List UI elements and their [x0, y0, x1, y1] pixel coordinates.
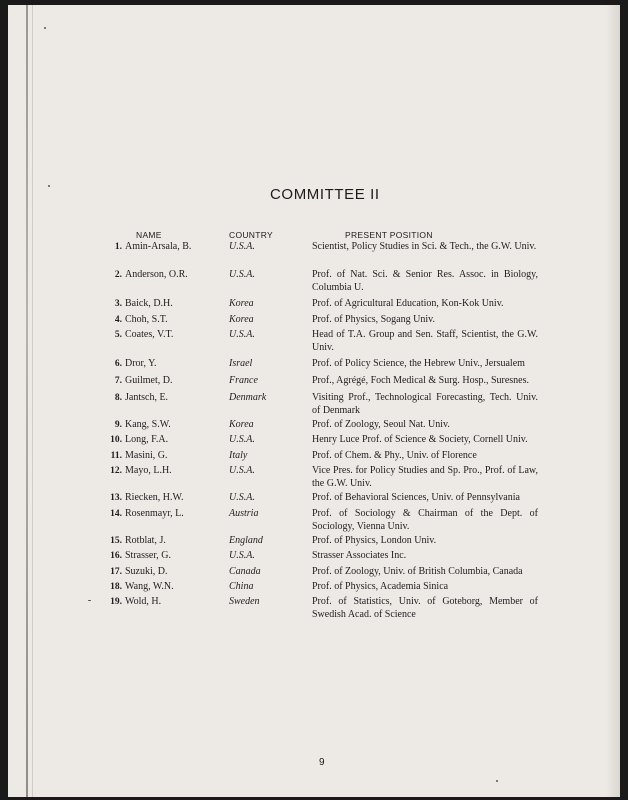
member-position: Prof. of Policy Science, the Hebrew Univ., Jersualem	[312, 358, 525, 369]
member-number: 1.	[114, 242, 122, 252]
member-number: 8.	[114, 393, 122, 403]
binding-edge	[26, 5, 28, 797]
member-name: Rosenmayr, L.	[125, 508, 184, 519]
member-number: 4.	[114, 315, 122, 325]
member-number: 14.	[110, 509, 122, 519]
member-number: 9.	[114, 420, 122, 430]
member-country: Austria	[229, 508, 259, 519]
member-position: Prof. of Zoology, Seoul Nat. Univ.	[312, 419, 450, 430]
member-name: Choh, S.T.	[125, 314, 168, 325]
member-number: 11.	[110, 451, 122, 461]
member-name: Guilmet, D.	[125, 375, 173, 386]
member-position: Prof. of Chem. & Phy., Univ. of Florence	[312, 450, 477, 461]
member-number: 19.	[110, 597, 122, 607]
member-position: Vice Pres. for Policy Studies and Sp. Pro., Prof. of Law, the G.W. Univ.	[312, 465, 538, 489]
member-number: 6.	[114, 359, 122, 369]
member-name: Wold, H.	[125, 596, 162, 607]
page-number: 9	[319, 757, 325, 768]
member-position: Strasser Associates Inc.	[312, 550, 407, 561]
member-name: Strasser, G.	[125, 550, 171, 561]
member-name: Kang, S.W.	[125, 419, 171, 430]
member-country: Korea	[229, 298, 254, 309]
member-position: Prof. of Physics, London Univ.	[312, 535, 437, 546]
member-country: U.S.A.	[229, 241, 255, 252]
scan-speck	[48, 185, 50, 187]
member-name: Jantsch, E.	[125, 392, 169, 403]
member-number: 13.	[110, 493, 122, 503]
member-name: Long, F.A.	[125, 434, 169, 445]
member-number: 2.	[114, 270, 122, 280]
member-country: U.S.A.	[229, 465, 255, 476]
member-country: Denmark	[229, 392, 267, 403]
member-position: Prof. of Statistics, Univ. of Goteborg, Member of Swedish Acad. of Science	[312, 596, 538, 620]
member-name: Coates, V.T.	[125, 329, 174, 340]
scan-speck	[496, 780, 498, 782]
member-country: U.S.A.	[229, 434, 255, 445]
member-position: Prof., Agrégé, Foch Medical & Surg. Hosp., Suresnes.	[312, 375, 530, 386]
member-country: U.S.A.	[229, 269, 255, 280]
member-country: U.S.A.	[229, 492, 255, 503]
member-position: Prof. of Physics, Sogang Univ.	[312, 314, 435, 325]
member-country: U.S.A.	[229, 550, 255, 561]
member-country: France	[229, 375, 258, 386]
member-number: 12.	[110, 466, 122, 476]
member-country: China	[229, 581, 254, 592]
member-name: Wang, W.N.	[125, 581, 174, 592]
member-name: Mayo, L.H.	[125, 465, 172, 476]
member-country: Italy	[229, 450, 248, 461]
member-position: Prof. of Sociology & Chairman of the Dept. of Sociology, Vienna Univ.	[312, 508, 538, 532]
member-position: Prof. of Behavioral Sciences, Univ. of Pennsylvania	[312, 492, 520, 503]
member-number: 16.	[110, 551, 122, 561]
member-position: Visiting Prof., Technological Forecasting, Tech. Univ. of Denmark	[312, 392, 538, 416]
member-name: Baick, D.H.	[125, 298, 173, 309]
member-position: Scientist, Policy Studies in Sci. & Tech., the G.W. Univ.	[312, 241, 537, 252]
member-country: England	[229, 535, 263, 546]
member-position: Prof. of Nat. Sci. & Senior Res. Assoc. in Biology, Columbia U.	[312, 269, 538, 293]
member-country: Korea	[229, 419, 254, 430]
member-name: Masini, G.	[125, 450, 168, 461]
member-position: Prof. of Agricultural Education, Kon-Kok Univ.	[312, 298, 504, 309]
scan-speck	[88, 600, 91, 601]
member-position: Henry Luce Prof. of Science & Society, Cornell Univ.	[312, 434, 528, 445]
document-page	[8, 5, 620, 797]
member-position: Prof. of Zoology, Univ. of British Columbia, Canada	[312, 566, 523, 577]
member-name: Suzuki, D.	[125, 566, 168, 577]
member-name: Amin-Arsala, B.	[125, 241, 192, 252]
member-name: Anderson, O.R.	[125, 269, 188, 280]
committee-title: COMMITTEE II	[270, 186, 380, 203]
member-name: Dror, Y.	[125, 358, 157, 369]
column-header-name: NAME	[136, 230, 162, 240]
member-country: Korea	[229, 314, 254, 325]
member-country: Israel	[229, 358, 253, 369]
member-country: Canada	[229, 566, 261, 577]
member-country: U.S.A.	[229, 329, 255, 340]
member-position: Prof. of Physics, Academia Sinica	[312, 581, 449, 592]
binding-edge-inner	[32, 5, 33, 797]
member-country: Sweden	[229, 596, 260, 607]
member-number: 5.	[114, 330, 122, 340]
member-position: Head of T.A. Group and Sen. Staff, Scientist, the G.W. Univ.	[312, 329, 538, 353]
member-name: Rotblat, J.	[125, 535, 166, 546]
column-header-position: PRESENT POSITION	[345, 230, 433, 240]
member-number: 18.	[110, 582, 122, 592]
page-edge-shadow	[606, 5, 620, 797]
member-name: Riecken, H.W.	[125, 492, 184, 503]
member-number: 15.	[110, 536, 122, 546]
scan-speck	[44, 27, 46, 29]
member-number: 3.	[114, 299, 122, 309]
member-number: 17.	[110, 567, 122, 577]
member-number: 10.	[110, 435, 122, 445]
column-header-country: COUNTRY	[229, 230, 273, 240]
member-number: 7.	[114, 376, 122, 386]
